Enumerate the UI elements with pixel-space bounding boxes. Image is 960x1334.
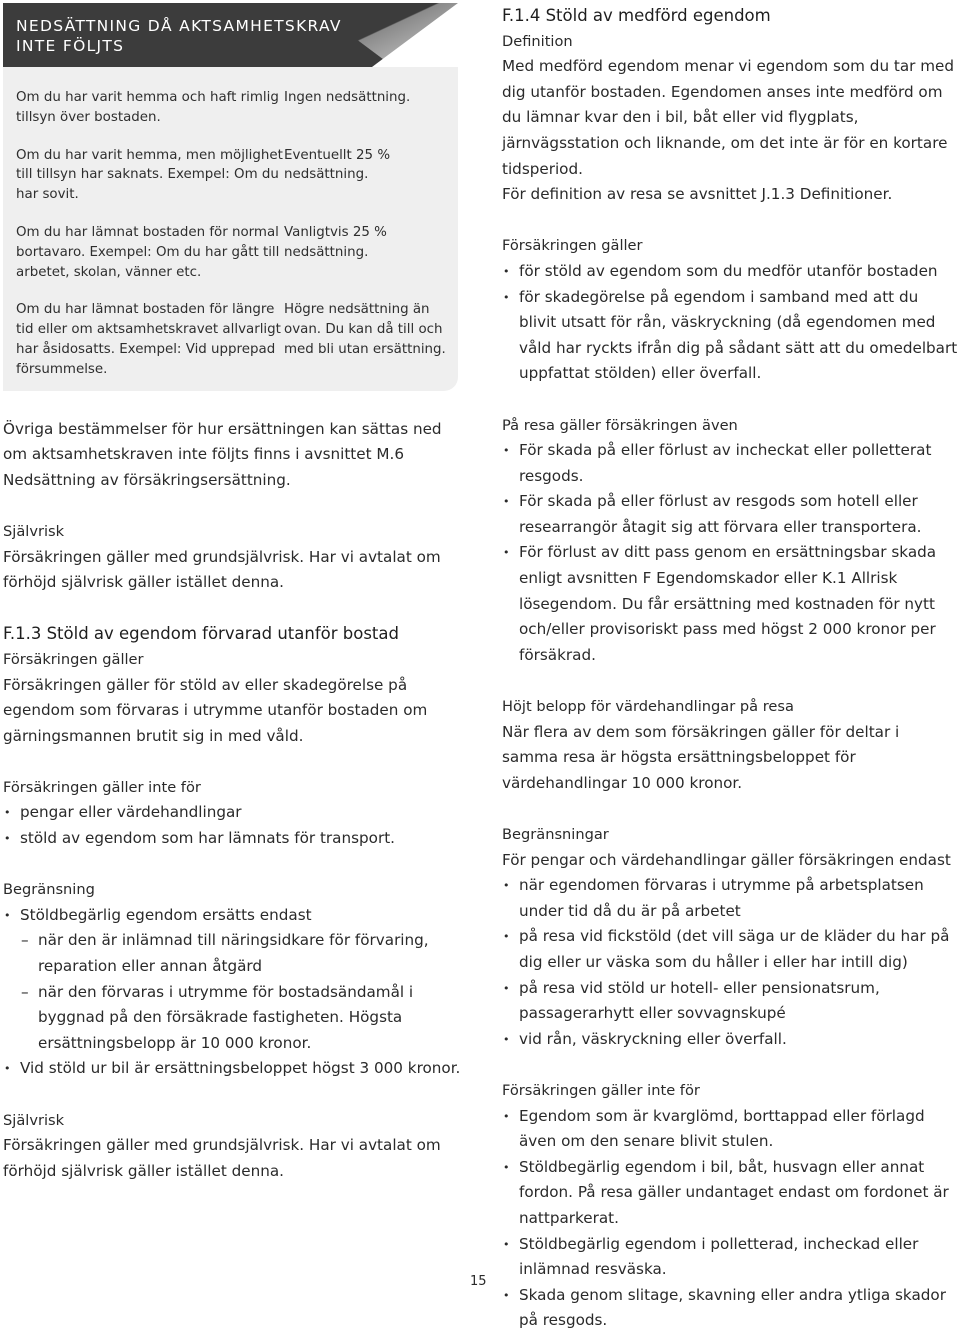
list-item: • För skada på eller förlust av incheckat eller polletterat resgods. <box>502 438 958 489</box>
exclusions-list <box>502 1104 958 1334</box>
result-cell: Ingen nedsättning. <box>284 90 411 105</box>
result-cell: Eventuellt 25 % nedsättning. <box>284 147 391 183</box>
definition-text: Med medförd egendom menar vi egendom som du tar med dig utanför bostaden. Egendomen anses inte medförd om du lämnar kvar den i bil, båt eller vid flygplats, järnvägsstation och liknande, om det inte är för en kortare tidsperiod. <box>502 57 955 178</box>
reduction-table-header <box>3 3 458 67</box>
limitations-heading: Begränsningar <box>502 826 609 843</box>
result-cell: Vanligtvis 25 % nedsättning. <box>284 224 387 260</box>
condition-cell: Om du har lämnat bostaden för längre tid eller om aktsamhetskravet allvarligt har åsidosatts. Exempel: Vid upprepad försummelse. <box>16 302 281 377</box>
other-provisions-paragraph: Övriga bestämmelser för hur ersättningen kan sättas ned om aktsamhetskraven inte följts finns i avsnittet M.6 Nedsättning av försäkringsersättning. <box>3 419 442 489</box>
list-item: • Stöldbegärlig egendom i polletterad, incheckad eller inlämnad resväska. <box>502 1232 958 1283</box>
table-row <box>16 223 458 282</box>
list-item: • på resa vid stöld ur hotell- eller pensionatsrum, passagerarhytt eller sovvagnskupé <box>502 976 958 1027</box>
coverage-list <box>502 259 958 387</box>
table-row <box>16 300 458 379</box>
list-item: • Stöldbegärlig egendom ersätts endast <box>3 903 461 929</box>
list-item: • Stöldbegärlig egendom i bil, båt, husvagn eller annat fordon. På resa gäller undantaget endast om fordonet är nattparkerat. <box>502 1155 958 1232</box>
list-item: • stöld av egendom som har lämnats för transport. <box>3 826 461 852</box>
right-column <box>502 3 958 1334</box>
list-item: • Vid stöld ur bil är ersättningsbeloppet högst 3 000 kronor. <box>3 1056 461 1082</box>
list-item: • Egendom som är kvarglömd, borttappad eller förlagd även om den senare blivit stulen. <box>502 1104 958 1155</box>
list-item: • för skadegörelse på egendom i samband med att du blivit utsatt för rån, väskryckning (då egendomen med våld har ryckts ifrån dig på sådant sätt att du omedelbart uppfattat stölden) eller överfall. <box>502 285 958 387</box>
deductible-heading: Självrisk <box>3 522 65 540</box>
travel-coverage-heading: På resa gäller försäkringen även <box>502 416 738 434</box>
limitation-heading: Begränsning <box>3 881 95 899</box>
reduction-table-title-line2: INTE FÖLJTS <box>16 37 125 55</box>
definition-reference: För definition av resa se avsnittet J.1.3 Definitioner. <box>502 185 893 204</box>
condition-cell: Om du har varit hemma och haft rimlig tillsyn över bostaden. <box>16 90 279 125</box>
list-item: • vid rån, väskryckning eller överfall. <box>502 1027 958 1053</box>
deductible-text: Försäkringen gäller med grundsjälvrisk. Har vi avtalat om förhöjd självrisk gäller istället denna. <box>3 1136 441 1180</box>
limitations-intro: För pengar och värdehandlingar gäller försäkringen endast <box>502 850 951 869</box>
page-number: 15 <box>470 1274 487 1289</box>
travel-coverage-list <box>502 438 958 668</box>
list-item: • för stöld av egendom som du medför utanför bostaden <box>502 259 958 285</box>
deductible-heading: Självrisk <box>3 1111 65 1129</box>
raised-amount-heading: Höjt belopp för värdehandlingar på resa <box>502 698 794 716</box>
list-item: • För skada på eller förlust av resgods som hotell eller researrangör åtagit sig att förvara eller transportera. <box>502 489 958 540</box>
list-item: • när egendomen förvaras i utrymme på arbetsplatsen under tid då du är på arbetet <box>502 873 958 924</box>
table-row <box>16 88 458 128</box>
coverage-subheading: Försäkringen gäller <box>3 650 144 668</box>
dash-item: – när den är inlämnad till näringsidkare för förvaring, reparation eller annan åtgärd <box>3 928 461 979</box>
list-item: • För förlust av ditt pass genom en ersättningsbar skada enligt avsnitten F Egendomskador eller K.1 Allrisk lösegendom. Du får ersättning med kostnaden för nytt och/eller provisoriskt pass med högst 2 000 kronor per försäkrad. <box>502 540 958 668</box>
reduction-table-box <box>3 3 458 391</box>
condition-cell: Om du har varit hemma, men möjlighet till tillsyn har saknats. Exempel: Om du har sovit. <box>16 147 283 203</box>
table-row <box>16 146 458 205</box>
list-item: • Skada genom slitage, skavning eller andra ytliga skador på resgods. <box>502 1283 958 1334</box>
left-column <box>3 3 461 1184</box>
section-f14-heading: F.1.4 Stöld av medförd egendom <box>502 6 771 25</box>
limitations-list <box>502 873 958 1052</box>
coverage-text: Försäkringen gäller för stöld av eller skadegörelse på egendom som förvaras i utrymme utanför bostaden om gärningsmannen brutit sig in med våld. <box>3 675 428 745</box>
list-item: • på resa vid fickstöld (det vill säga ur de kläder du har på dig eller ur väska som du håller i eller har intill dig) <box>502 924 958 975</box>
limitation-list <box>3 903 461 1082</box>
exclusions-heading: Försäkringen gäller inte för <box>502 1081 700 1099</box>
condition-cell: Om du har lämnat bostaden för normal bortavaro. Exempel: Om du har gått till arbetet, skolan, vänner etc. <box>16 224 280 280</box>
definition-heading: Definition <box>502 32 573 50</box>
list-item: • pengar eller värdehandlingar <box>3 800 461 826</box>
dash-item: – när den förvaras i utrymme för bostadsändamål i byggnad på den försäkrade fastigheten. Högsta ersättningsbelopp är 10 000 kronor. <box>3 980 461 1057</box>
exclusions-heading: Försäkringen gäller inte för <box>3 778 201 796</box>
raised-amount-text: När flera av dem som försäkringen gäller för deltar i samma resa är högsta ersättningsbeloppet för värdehandlingar 10 000 kronor. <box>502 722 900 792</box>
section-f13-heading: F.1.3 Stöld av egendom förvarad utanför bostad <box>3 624 399 644</box>
result-cell: Högre nedsättning än ovan. Du kan då till och med bli utan ersättning. <box>284 302 446 357</box>
deductible-text: Försäkringen gäller med grundsjälvrisk. Har vi avtalat om förhöjd självrisk gäller istället denna. <box>3 547 441 592</box>
coverage-heading: Försäkringen gäller <box>502 237 643 255</box>
exclusions-list <box>3 800 461 851</box>
reduction-table-title-line1: NEDSÄTTNING DÅ AKTSAMHETSKRAV <box>16 17 342 35</box>
